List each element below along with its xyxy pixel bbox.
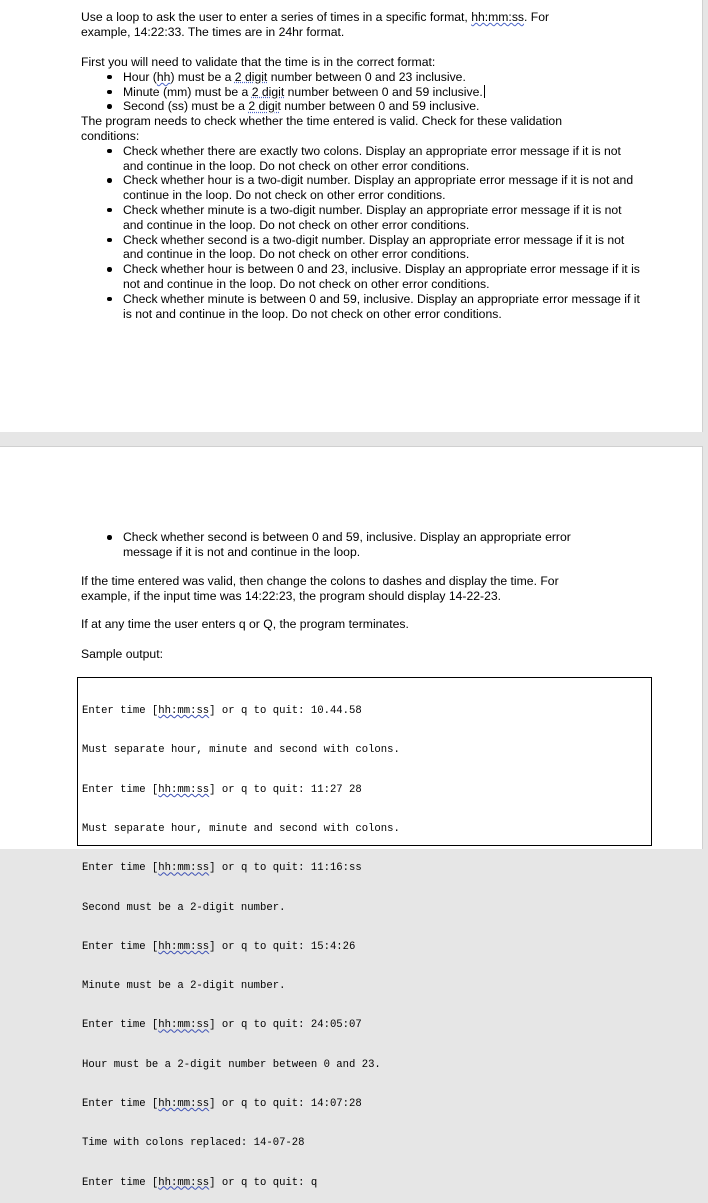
comment-link[interactable]: 2 digit xyxy=(251,84,285,99)
format-section xyxy=(81,55,641,321)
code-line: Minute must be a 2-digit number. xyxy=(82,980,286,993)
condition-item: Check whether minute is between 0 and 59, inclusive. Display an appropriate error message if it is not and continue in the loop. Do not check on other error conditions. xyxy=(123,291,640,321)
code-line: Enter time [hh:mm:ss] or q to quit: 11:27 28 xyxy=(82,783,362,796)
comment-link[interactable]: 2 digit xyxy=(248,99,281,114)
condition-item: Check whether minute is a two-digit number. Display an appropriate error message if it is not and continue in the loop. Do not check on other error conditions. xyxy=(123,203,641,233)
valid-paragraph xyxy=(81,574,581,604)
code-line: Enter time [hh:mm:ss] or q to quit: q xyxy=(82,1176,318,1189)
format-rule-minute: Minute (mm) must be a 2 digit number between 0 and 59 inclusive. xyxy=(123,85,641,100)
quit-paragraph xyxy=(81,617,641,632)
conditions-list-continued xyxy=(81,530,641,560)
code-line: Time with colons replaced: 14-07-28 xyxy=(82,1137,305,1150)
intro-line1-post: . For xyxy=(524,10,550,24)
sample-output-box xyxy=(77,677,652,1189)
sample-label-paragraph xyxy=(81,647,641,662)
conditions-list xyxy=(81,144,641,322)
document-page-1 xyxy=(0,0,703,432)
sample-output-label: Sample output: xyxy=(81,647,163,661)
format-rule-hour: Hour (hh) must be a 2 digit number between 0 and 23 inclusive. xyxy=(123,70,641,85)
condition-item: Check whether there are exactly two colons. Display an appropriate error message if it is not and continue in the loop. Do not check on other error conditions. xyxy=(123,144,641,174)
format-rule-second: Second (ss) must be a 2 digit number between 0 and 59 inclusive. xyxy=(123,99,641,114)
code-line: Enter time [hh:mm:ss] or q to quit: 14:07:28 xyxy=(82,1098,362,1110)
condition-item: Check whether hour is between 0 and 23, inclusive. Display an appropriate error message if it is not and continue in the loop. Do not check on other error conditions. xyxy=(123,262,640,291)
condition-item: Check whether hour is a two-digit number. Display an appropriate error message if it is not and continue in the loop. Do not check on other error conditions. xyxy=(123,173,641,203)
code-line: Enter time [hh:mm:ss] or q to quit: 24:05:07 xyxy=(82,1019,362,1032)
time-format-text: hh:mm:ss xyxy=(471,10,525,24)
intro-line1-pre: Use a loop to ask the user to enter a series of times in a specific format, xyxy=(81,10,472,24)
code-line: Must separate hour, minute and second with colons. xyxy=(82,823,400,836)
quit-text: If at any time the user enters q or Q, the program terminates. xyxy=(81,617,409,631)
valid-text: If the time entered was valid, then change the colons to dashes and display the time. For example, if the input time was 14:22:23, the program should display 14-22-23. xyxy=(81,574,559,603)
code-line: Enter time [hh:mm:ss] or q to quit: 15:4:26 xyxy=(82,940,356,953)
format-rules-list xyxy=(81,70,641,114)
page2-conditions xyxy=(81,530,641,560)
validate-intro: First you will need to validate that the time is in the correct format: xyxy=(81,55,436,69)
code-line: Second must be a 2-digit number. xyxy=(82,901,286,914)
text-cursor xyxy=(484,85,485,98)
code-line: Hour must be a 2-digit number between 0 and 23. xyxy=(82,1058,381,1071)
page-gap xyxy=(0,432,708,446)
comment-link[interactable]: 2 digit xyxy=(234,69,268,84)
condition-item: Check whether second is a two-digit number. Display an appropriate error message if it is not and continue in the loop. Do not check on other error conditions. xyxy=(123,233,641,263)
condition-item: Check whether second is between 0 and 59, inclusive. Display an appropriate error message if it is not and continue in the loop. xyxy=(123,530,603,560)
code-line: Must separate hour, minute and second with colons. xyxy=(82,744,400,757)
intro-paragraph xyxy=(81,10,641,40)
intro-line2: example, 14:22:33. The times are in 24hr format. xyxy=(81,24,345,39)
validity-intro: The program needs to check whether the time entered is valid. Check for these validation conditions: xyxy=(81,114,562,143)
code-line: Enter time [hh:mm:ss] or q to quit: 11:16:ss xyxy=(82,862,362,875)
code-line: Enter time [hh:mm:ss] or q to quit: 10.44.58 xyxy=(82,705,362,718)
